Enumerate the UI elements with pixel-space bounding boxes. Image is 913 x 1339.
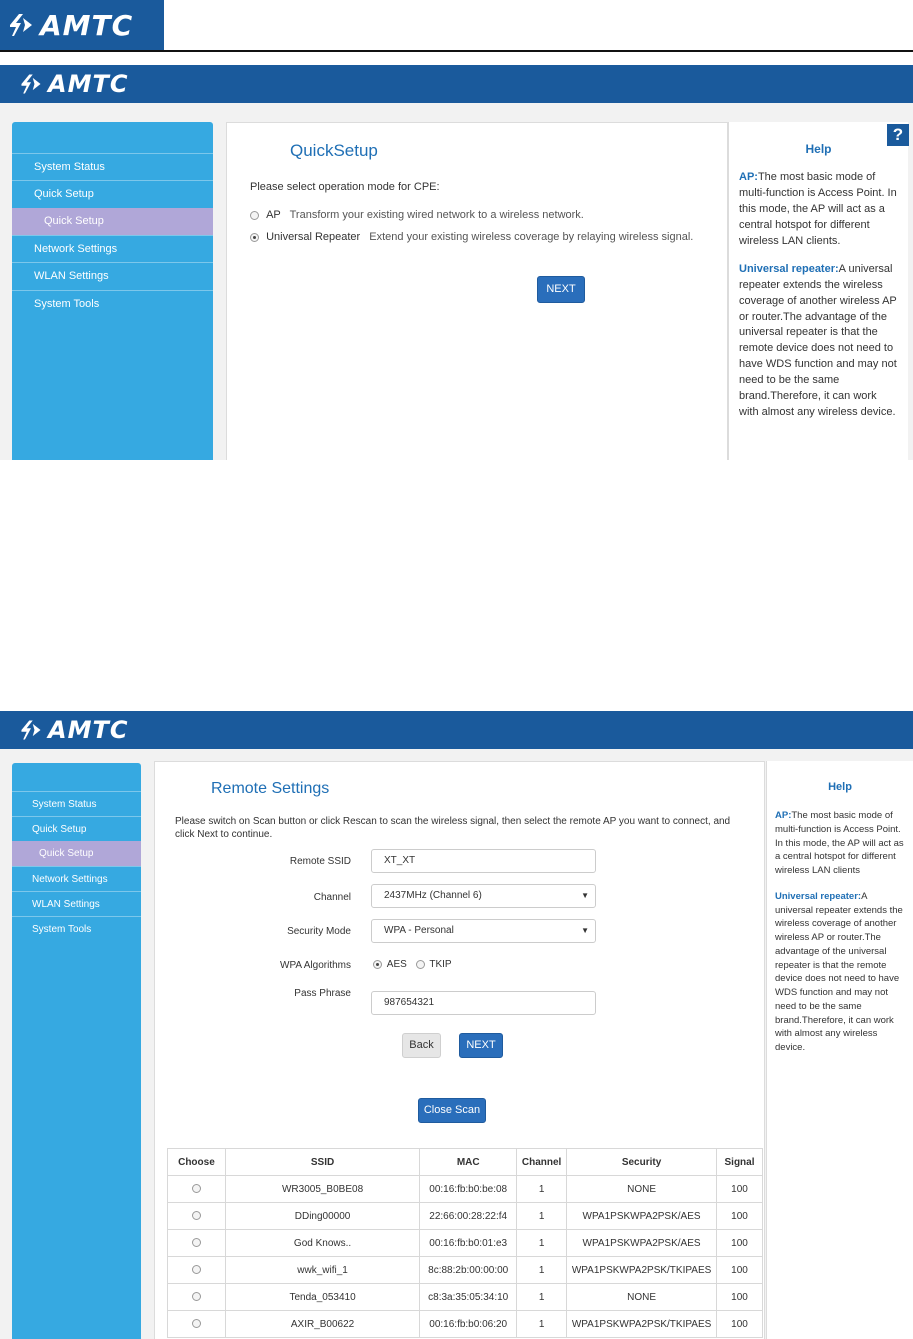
sidebar-item-system-status[interactable]: System Status [12, 791, 141, 816]
help-title: Help [805, 142, 832, 156]
help-repeater-term: Universal repeater: [775, 890, 862, 902]
remote-ssid-label: Remote SSID [289, 856, 351, 867]
amtc-logo-icon [18, 717, 44, 743]
pass-phrase-label: Pass Phrase [294, 988, 351, 999]
security-mode-label: Security Mode [287, 926, 351, 937]
mac-cell: c8:3a:35:05:34:10 [420, 1284, 517, 1311]
choose-cell [168, 1176, 226, 1203]
chevron-down-icon: ▼ [581, 891, 589, 900]
sidebar-item-quick-setup[interactable]: Quick Setup [12, 816, 141, 841]
screen1-logo [18, 70, 128, 98]
security-mode-value: WPA - Personal [384, 925, 454, 936]
help-repeater-body: A universal repeater extends the wireless coverage of another wireless AP or router.The advantage of the universal repeater is that the remote device does not need to have WDS function and may not need to be the same brand.Therefore, it can work with almost any wireless device. [739, 262, 897, 419]
mode-option-repeater [250, 231, 693, 243]
mac-cell: 8c:88:2b:00:00:00 [420, 1257, 517, 1284]
page-title: QuickSetup [290, 141, 378, 160]
security-cell: WPA1PSKWPA2PSK/TKIPAES [567, 1311, 717, 1338]
choose-cell [168, 1284, 226, 1311]
amtc-logo-icon [18, 71, 44, 97]
table-row[interactable] [168, 1311, 763, 1338]
mac-cell: 00:16:fb:b0:be:08 [420, 1176, 517, 1203]
column-header-security: Security [567, 1149, 717, 1176]
column-header-channel: Channel [517, 1149, 567, 1176]
screen2-help-panel [766, 761, 913, 1339]
channel-cell: 1 [517, 1311, 567, 1338]
ssid-cell: God Knows.. [225, 1230, 419, 1257]
help-ap-text [739, 170, 898, 250]
sidebar-subitem-quick-setup[interactable]: Quick Setup [12, 208, 213, 235]
choose-radio[interactable] [192, 1319, 201, 1328]
channel-cell: 1 [517, 1203, 567, 1230]
aes-label: AES [386, 959, 407, 970]
screen1-main-panel [226, 122, 728, 460]
header-rule [0, 50, 913, 52]
amtc-logo-text: AMTC [48, 716, 129, 744]
column-header-signal: Signal [717, 1149, 763, 1176]
choose-radio[interactable] [192, 1184, 201, 1193]
help-repeater-text [739, 262, 898, 421]
ssid-cell: DDing00000 [225, 1203, 419, 1230]
column-header-mac: MAC [420, 1149, 517, 1176]
signal-cell: 100 [717, 1230, 763, 1257]
mac-cell: 22:66:00:28:22:f4 [420, 1203, 517, 1230]
pass-phrase-input[interactable]: 987654321 [371, 991, 596, 1015]
choose-cell [168, 1230, 226, 1257]
mode-ap-radio[interactable] [250, 211, 259, 220]
table-row[interactable] [168, 1284, 763, 1311]
sidebar-item-quick-setup[interactable]: Quick Setup [12, 180, 213, 207]
channel-select-value: 2437MHz (Channel 6) [384, 890, 482, 901]
wpa-algorithms-label: WPA Algorithms [280, 960, 351, 971]
choose-cell [168, 1311, 226, 1338]
wpa-algorithms-options [373, 959, 452, 970]
screen1-sidebar [12, 122, 213, 460]
security-cell: NONE [567, 1284, 717, 1311]
ssid-cell: wwk_wifi_1 [225, 1257, 419, 1284]
security-cell: WPA1PSKWPA2PSK/TKIPAES [567, 1257, 717, 1284]
mode-option-ap [250, 209, 584, 221]
channel-cell: 1 [517, 1257, 567, 1284]
amtc-logo-icon [6, 10, 36, 40]
sidebar-item-wlan-settings[interactable]: WLAN Settings [12, 891, 141, 916]
aes-radio[interactable] [373, 960, 382, 969]
mac-cell: 00:16:fb:b0:06:20 [420, 1311, 517, 1338]
screen1-banner [0, 65, 913, 103]
help-ap-text [775, 809, 905, 878]
amtc-logo-text: AMTC [40, 8, 134, 42]
scan-instructions: Please switch on Scan button or click Rescan to scan the wireless signal, then select the remote AP you want to connect, and click Next to continue. [175, 816, 731, 840]
help-title: Help [828, 781, 852, 793]
signal-cell: 100 [717, 1284, 763, 1311]
security-cell: NONE [567, 1176, 717, 1203]
security-cell: WPA1PSKWPA2PSK/AES [567, 1203, 717, 1230]
mode-repeater-desc: Extend your existing wireless coverage by relaying wireless signal. [369, 231, 694, 243]
channel-cell: 1 [517, 1230, 567, 1257]
help-repeater-text [775, 890, 905, 1055]
sidebar-item-network-settings[interactable]: Network Settings [12, 866, 141, 891]
security-cell: WPA1PSKWPA2PSK/AES [567, 1230, 717, 1257]
table-row[interactable] [168, 1230, 763, 1257]
mode-ap-label: AP [266, 209, 281, 221]
mode-repeater-radio[interactable] [250, 233, 259, 242]
ssid-cell: WR3005_B0BE08 [225, 1176, 419, 1203]
choose-radio[interactable] [192, 1265, 201, 1274]
mode-prompt: Please select operation mode for CPE: [250, 181, 440, 193]
sidebar-item-system-tools[interactable]: System Tools [12, 290, 213, 317]
security-mode-select[interactable] [371, 919, 596, 943]
choose-radio[interactable] [192, 1238, 201, 1247]
table-header-row [168, 1149, 763, 1176]
help-question-icon[interactable]: ? [887, 124, 909, 146]
table-row[interactable] [168, 1203, 763, 1230]
signal-cell: 100 [717, 1257, 763, 1284]
close-scan-button[interactable]: Close Scan [418, 1098, 486, 1123]
screen1-help-panel [728, 122, 908, 460]
choose-cell [168, 1203, 226, 1230]
amtc-logo [6, 9, 133, 42]
channel-cell: 1 [517, 1284, 567, 1311]
help-ap-term: AP: [775, 810, 792, 821]
ssid-cell: AXIR_B00622 [225, 1311, 419, 1338]
remote-ssid-input[interactable]: XT_XT [371, 849, 596, 873]
document-header-logo [0, 0, 164, 50]
channel-label: Channel [313, 892, 351, 903]
amtc-logo-text: AMTC [48, 70, 129, 98]
choose-cell [168, 1257, 226, 1284]
mac-cell: 00:16:fb:b0:01:e3 [420, 1230, 517, 1257]
channel-select[interactable] [371, 884, 596, 908]
mode-repeater-label: Universal Repeater [266, 231, 361, 243]
table-row[interactable] [168, 1257, 763, 1284]
signal-cell: 100 [717, 1311, 763, 1338]
column-header-choose: Choose [168, 1149, 226, 1176]
screen2-logo [18, 716, 128, 744]
ssid-cell: Tenda_053410 [225, 1284, 419, 1311]
screen2-sidebar [12, 763, 141, 1339]
chevron-down-icon: ▼ [581, 926, 589, 935]
help-repeater-term: Universal repeater: [739, 262, 839, 275]
page-title: Remote Settings [211, 780, 330, 797]
sidebar-item-network-settings[interactable]: Network Settings [12, 235, 213, 262]
sidebar-subitem-quick-setup[interactable]: Quick Setup [12, 841, 141, 866]
column-header-ssid: SSID [225, 1149, 419, 1176]
table-row[interactable] [168, 1176, 763, 1203]
back-button[interactable]: Back [402, 1033, 441, 1058]
sidebar-item-system-tools[interactable]: System Tools [12, 916, 141, 941]
help-ap-body: The most basic mode of multi-function is Access Point. In this mode, the AP will act as a central hotspot for different wireless LAN clients. [739, 171, 897, 247]
sidebar-item-system-status[interactable]: System Status [12, 153, 213, 180]
scan-results-table [167, 1148, 763, 1338]
sidebar-item-wlan-settings[interactable]: WLAN Settings [12, 262, 213, 289]
help-ap-body: The most basic mode of multi-function is Access Point. In this mode, the AP will act as a central hotspot for different wireless LAN clients [775, 810, 904, 877]
tkip-label: TKIP [429, 959, 452, 970]
signal-cell: 100 [717, 1176, 763, 1203]
help-ap-term: AP: [739, 171, 758, 183]
help-repeater-body: A universal repeater extends the wireless coverage of another wireless AP or router.The advantage of the universal repeater is that the remote device does not need to have WDS function and may not need to be the same brand.Therefore, it can work with almost any wireless device. [775, 890, 903, 1054]
choose-radio[interactable] [192, 1211, 201, 1220]
mode-ap-desc: Transform your existing wired network to a wireless network. [289, 209, 584, 221]
next-button[interactable]: NEXT [537, 276, 585, 303]
choose-radio[interactable] [192, 1292, 201, 1301]
tkip-radio[interactable] [416, 960, 425, 969]
screen2-banner [0, 711, 913, 749]
next-button[interactable]: NEXT [459, 1033, 503, 1058]
signal-cell: 100 [717, 1203, 763, 1230]
channel-cell: 1 [517, 1176, 567, 1203]
